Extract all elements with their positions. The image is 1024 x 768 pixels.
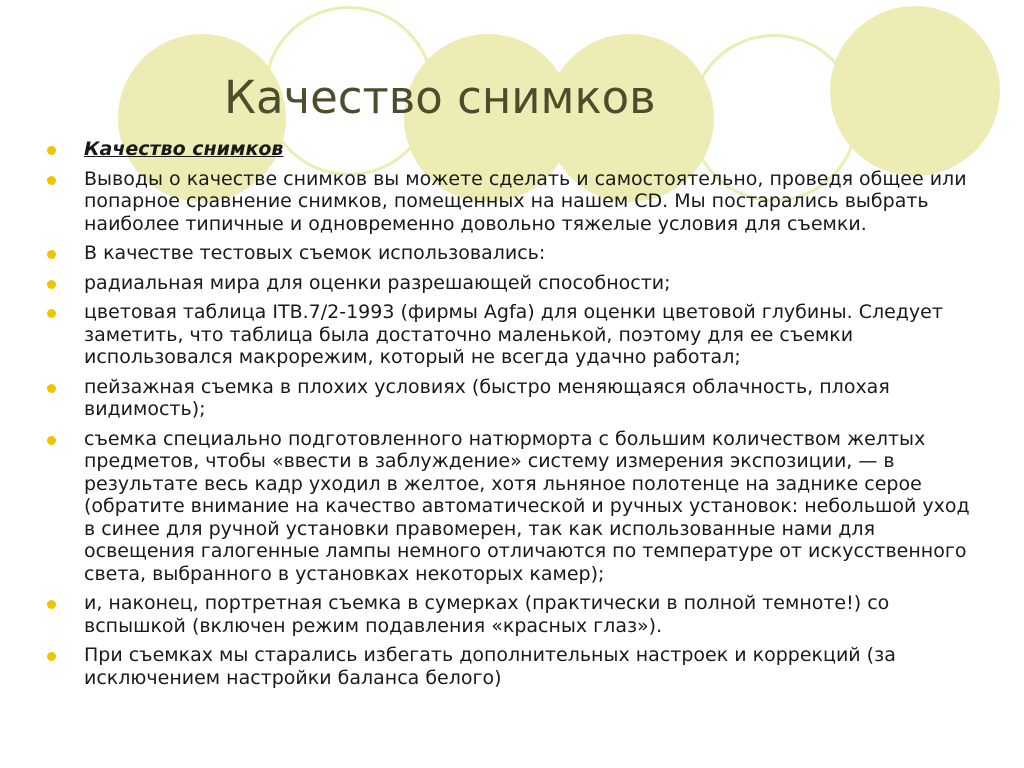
- bullet-list: [46, 138, 986, 696]
- bullet-text: радиальная мира для оценки разрешающей способности;: [84, 271, 671, 294]
- bullet-dot-icon: [47, 309, 56, 318]
- bullet-dot-icon: [47, 280, 56, 289]
- bullet-dot-icon: [47, 652, 56, 661]
- bullet-item: [46, 301, 986, 369]
- bullet-item: [46, 168, 986, 236]
- bullet-heading-text: Качество снимков: [84, 138, 284, 160]
- bullet-item: [46, 272, 986, 295]
- bullet-dot-icon: [47, 176, 56, 185]
- bullet-text: В качестве тестовых съемок использовались:: [84, 242, 546, 264]
- bullet-item: [46, 644, 986, 689]
- bullet-text: цветовая таблица ITB.7/2-1993 (фирмы Agfa) для оценки цветовой глубины. Следует заметить, что таблица была достаточно маленькой, поэтому для ее съемки использовался макрорежим, который не всегда удачно работал;: [84, 301, 943, 368]
- bullet-dot-icon: [47, 600, 56, 609]
- bullet-item: [46, 376, 986, 421]
- slide-title: Качество снимков: [224, 71, 656, 124]
- bullet-text: пейзажная съемка в плохих условиях (быстро меняющаяся облачность, плохая видимость);: [84, 375, 890, 420]
- bullet-item: [46, 138, 986, 161]
- bullet-text: и, наконец, портретная съемка в сумерках (практически в полной темноте!) со вспышкой (включен режим подавления «красных глаз»).: [84, 592, 890, 637]
- bullet-item: [46, 242, 986, 265]
- bullet-dot-icon: [47, 436, 56, 445]
- bullet-text: При съемках мы старались избегать дополнительных настроек и коррекций (за исключением настройки баланса белого): [84, 644, 896, 689]
- bullet-text: Выводы о качестве снимков вы можете сделать и самостоятельно, проведя общее или попарное сравнение снимков, помещенных на нашем CD. Мы постарались выбрать наиболее типичные и одновременно довольно тяжелые условия для съемки.: [84, 167, 967, 235]
- bullet-item: [46, 428, 986, 586]
- bullet-text: съемка специально подготовленного натюрморта с большим количеством желтых предметов, чтобы «ввести в заблуждение» систему измерения экспозиции, — в результате весь кадр уходил в желтое, хотя льняное полотенце на заднике серое (обратите внимание на качество автоматической и ручных установок: небольшой уход в синее для ручной установки правомерен, так как использованные нами для освещения галогенные лампы немного отличаются по температуре от искусственного света, выбранного в установках некоторых камер);: [84, 427, 970, 585]
- bullet-dot-icon: [47, 384, 56, 393]
- bullet-dot-icon: [47, 146, 56, 155]
- bullet-dot-icon: [47, 250, 56, 259]
- bullet-item: [46, 592, 986, 637]
